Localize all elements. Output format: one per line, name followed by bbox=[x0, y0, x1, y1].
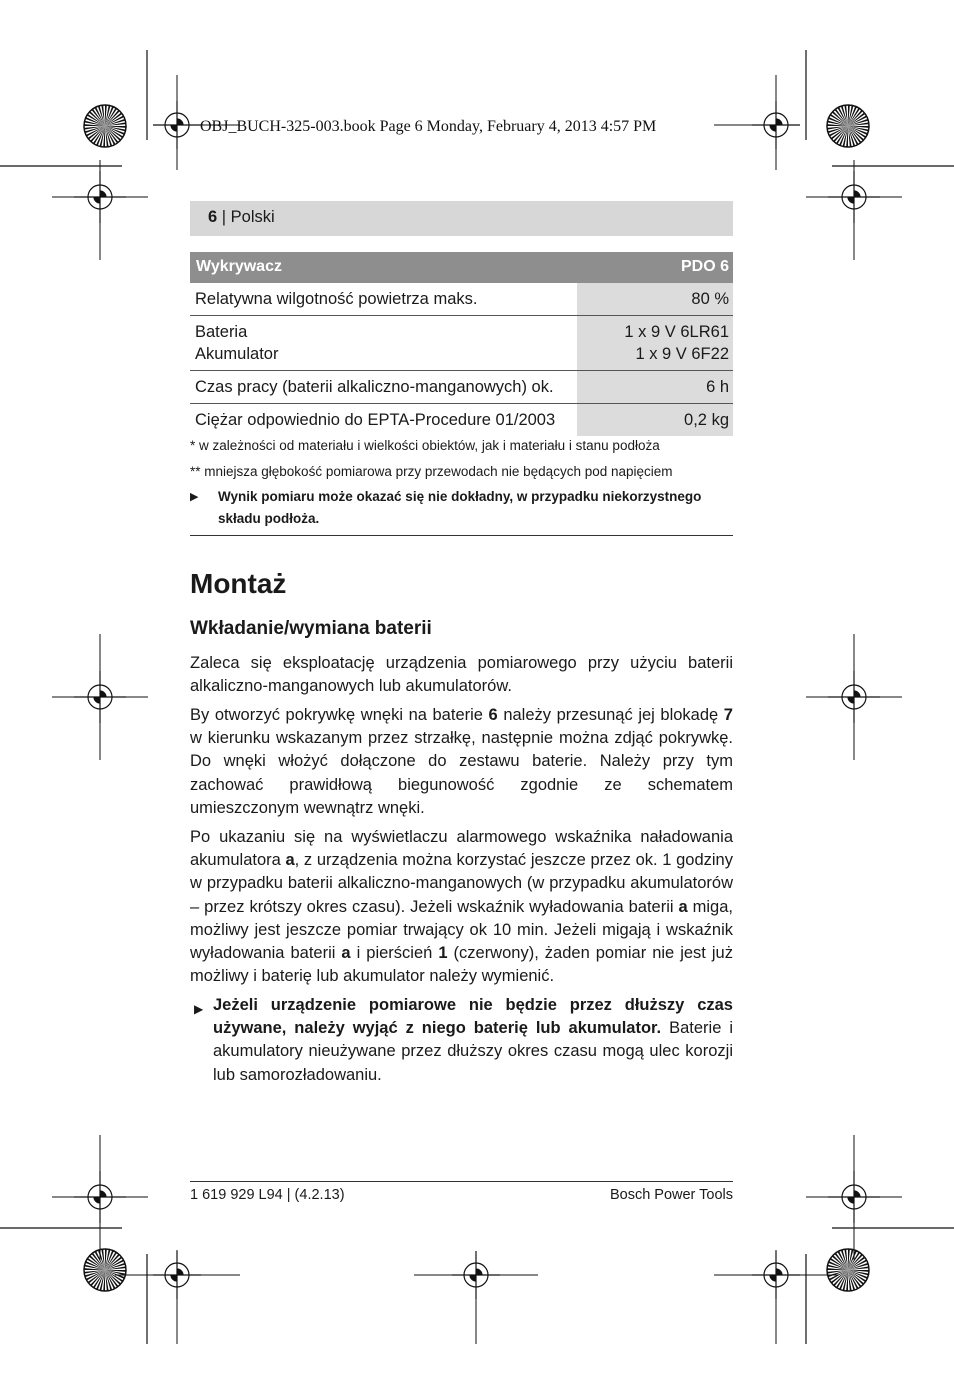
spec-table-head bbox=[190, 252, 733, 283]
header-separator: | bbox=[217, 208, 231, 226]
spec-value bbox=[577, 316, 733, 370]
measurement-warning bbox=[190, 486, 733, 530]
text-run: By otworzyć pokrywkę wnęki na baterie bbox=[190, 706, 489, 724]
paragraph-2 bbox=[190, 704, 733, 820]
subsection-title: Wkładanie/wymiana baterii bbox=[190, 618, 432, 639]
paragraph-text bbox=[190, 826, 733, 988]
footnote-1: * w zależności od materiału i wielkości obiektów, jak i materiału i stanu podłoża bbox=[190, 438, 660, 453]
spec-head-right: PDO 6 bbox=[680, 258, 729, 275]
running-header bbox=[190, 201, 733, 236]
triangle-bullet-icon: ▶ bbox=[194, 1002, 204, 1016]
spec-head-left: Wykrywacz bbox=[196, 258, 282, 275]
spec-value-line: 1 x 9 V 6LR61 bbox=[624, 323, 729, 341]
footer-left: 1 619 929 L94 | (4.2.13) bbox=[190, 1187, 345, 1203]
table-bottom-rule bbox=[190, 535, 733, 536]
print-slug: OBJ_BUCH-325-003.book Page 6 Monday, February 4, 2013 4:57 PM bbox=[200, 118, 657, 135]
spec-row bbox=[190, 371, 733, 404]
starburst-target-icon bbox=[84, 105, 126, 147]
bullet-bold: Jeżeli urządzenie pomiarowe nie będzie przez dłuższy czas używane, należy wyjąć z niego baterię lub akumulator. bbox=[213, 996, 733, 1038]
spec-label-line: Akumulator bbox=[195, 345, 279, 363]
text-run: należy przesunąć jej blokadę bbox=[497, 706, 724, 724]
footnote-2: ** mniejsza głębokość pomiarowa przy przewodach nie będących pod napięciem bbox=[190, 464, 673, 479]
spec-value-line: 1 x 9 V 6F22 bbox=[635, 345, 729, 363]
text-run: miga, możliwy jest jeszcze pomiar trwający ok 10 min. Jeżeli migają i wskaźnik wyładowania baterii bbox=[190, 897, 733, 963]
paragraph-text bbox=[190, 704, 733, 820]
spec-label: Ciężar odpowiednio do EPTA-Procedure 01/2003 bbox=[195, 411, 556, 429]
header-text bbox=[208, 208, 275, 227]
text-run: , z urządzenia można korzystać jeszcze przez ok. 1 godziny w przypadku baterii alkaliczno-manganowych (w przypadku akumulatorów – przez krótszy okres czasu). Jeżeli wskaźnik wyładowania baterii bbox=[190, 851, 733, 916]
spec-label: Relatywna wilgotność powietrza maks. bbox=[195, 290, 478, 308]
header-section: Polski bbox=[230, 208, 275, 226]
ref-number: 6 bbox=[488, 706, 498, 724]
footer-right: Bosch Power Tools bbox=[609, 1187, 733, 1203]
section-title: Montaż bbox=[190, 568, 287, 599]
triangle-bullet-icon: ▶ bbox=[190, 491, 199, 503]
spec-row bbox=[190, 316, 733, 371]
text-run: Po ukazaniu się na wyświetlaczu alarmowego wskaźnika naładowania akumulatora bbox=[190, 828, 733, 870]
spec-row bbox=[190, 404, 733, 436]
paragraph-3 bbox=[190, 826, 733, 988]
text-run: (czerwony), żaden pomiar nie jest już możliwy i baterię lub akumulator należy wymienić. bbox=[190, 944, 733, 986]
page-number: 6 bbox=[208, 208, 218, 226]
ref-number: 7 bbox=[723, 706, 733, 724]
starburst-target-icon bbox=[827, 105, 869, 147]
paragraph-text: Zaleca się eksploatację urządzenia pomiarowego przy użyciu baterii alkaliczno-manganowych lub akumulatorów. bbox=[190, 654, 733, 696]
ref-number: 1 bbox=[438, 944, 448, 963]
spec-value: 0,2 kg bbox=[577, 404, 733, 436]
ref-letter: a bbox=[341, 944, 351, 963]
warning-text: Wynik pomiaru może okazać się nie dokładny, w przypadku niekorzystnego składu podłoża. bbox=[218, 489, 702, 526]
spec-value: 80 % bbox=[577, 283, 733, 315]
bullet-text bbox=[213, 994, 733, 1087]
spec-row bbox=[190, 283, 733, 316]
battery-bullet bbox=[190, 994, 733, 1087]
spec-value: 6 h bbox=[577, 371, 733, 403]
spec-label-line: Bateria bbox=[195, 323, 248, 341]
spec-label: Czas pracy (baterii alkaliczno-manganowych) ok. bbox=[195, 378, 554, 396]
ref-letter: a bbox=[285, 851, 295, 870]
bullet-rest: Baterie i akumulatory nieużywane przez dłuższy okres czasu mogą ulec korozji lub samorozładowaniu. bbox=[213, 1019, 733, 1084]
spec-label bbox=[190, 316, 577, 370]
starburst-target-icon bbox=[84, 1249, 126, 1291]
text-run: i pierścień bbox=[350, 944, 439, 963]
footer-rule bbox=[190, 1181, 733, 1182]
paragraph-1 bbox=[190, 652, 733, 698]
spec-table bbox=[190, 252, 733, 436]
ref-letter: a bbox=[678, 897, 688, 916]
text-run: w kierunku wskazanym przez strzałkę, następnie można zdjąć pokrywkę. Do wnęki włożyć dołączone do zestawu baterie. Należy przy tym zachować prawidłową biegunowość zgodnie ze schematem umieszczonym wewnątrz wnęki. bbox=[190, 729, 733, 817]
starburst-target-icon bbox=[827, 1249, 869, 1291]
